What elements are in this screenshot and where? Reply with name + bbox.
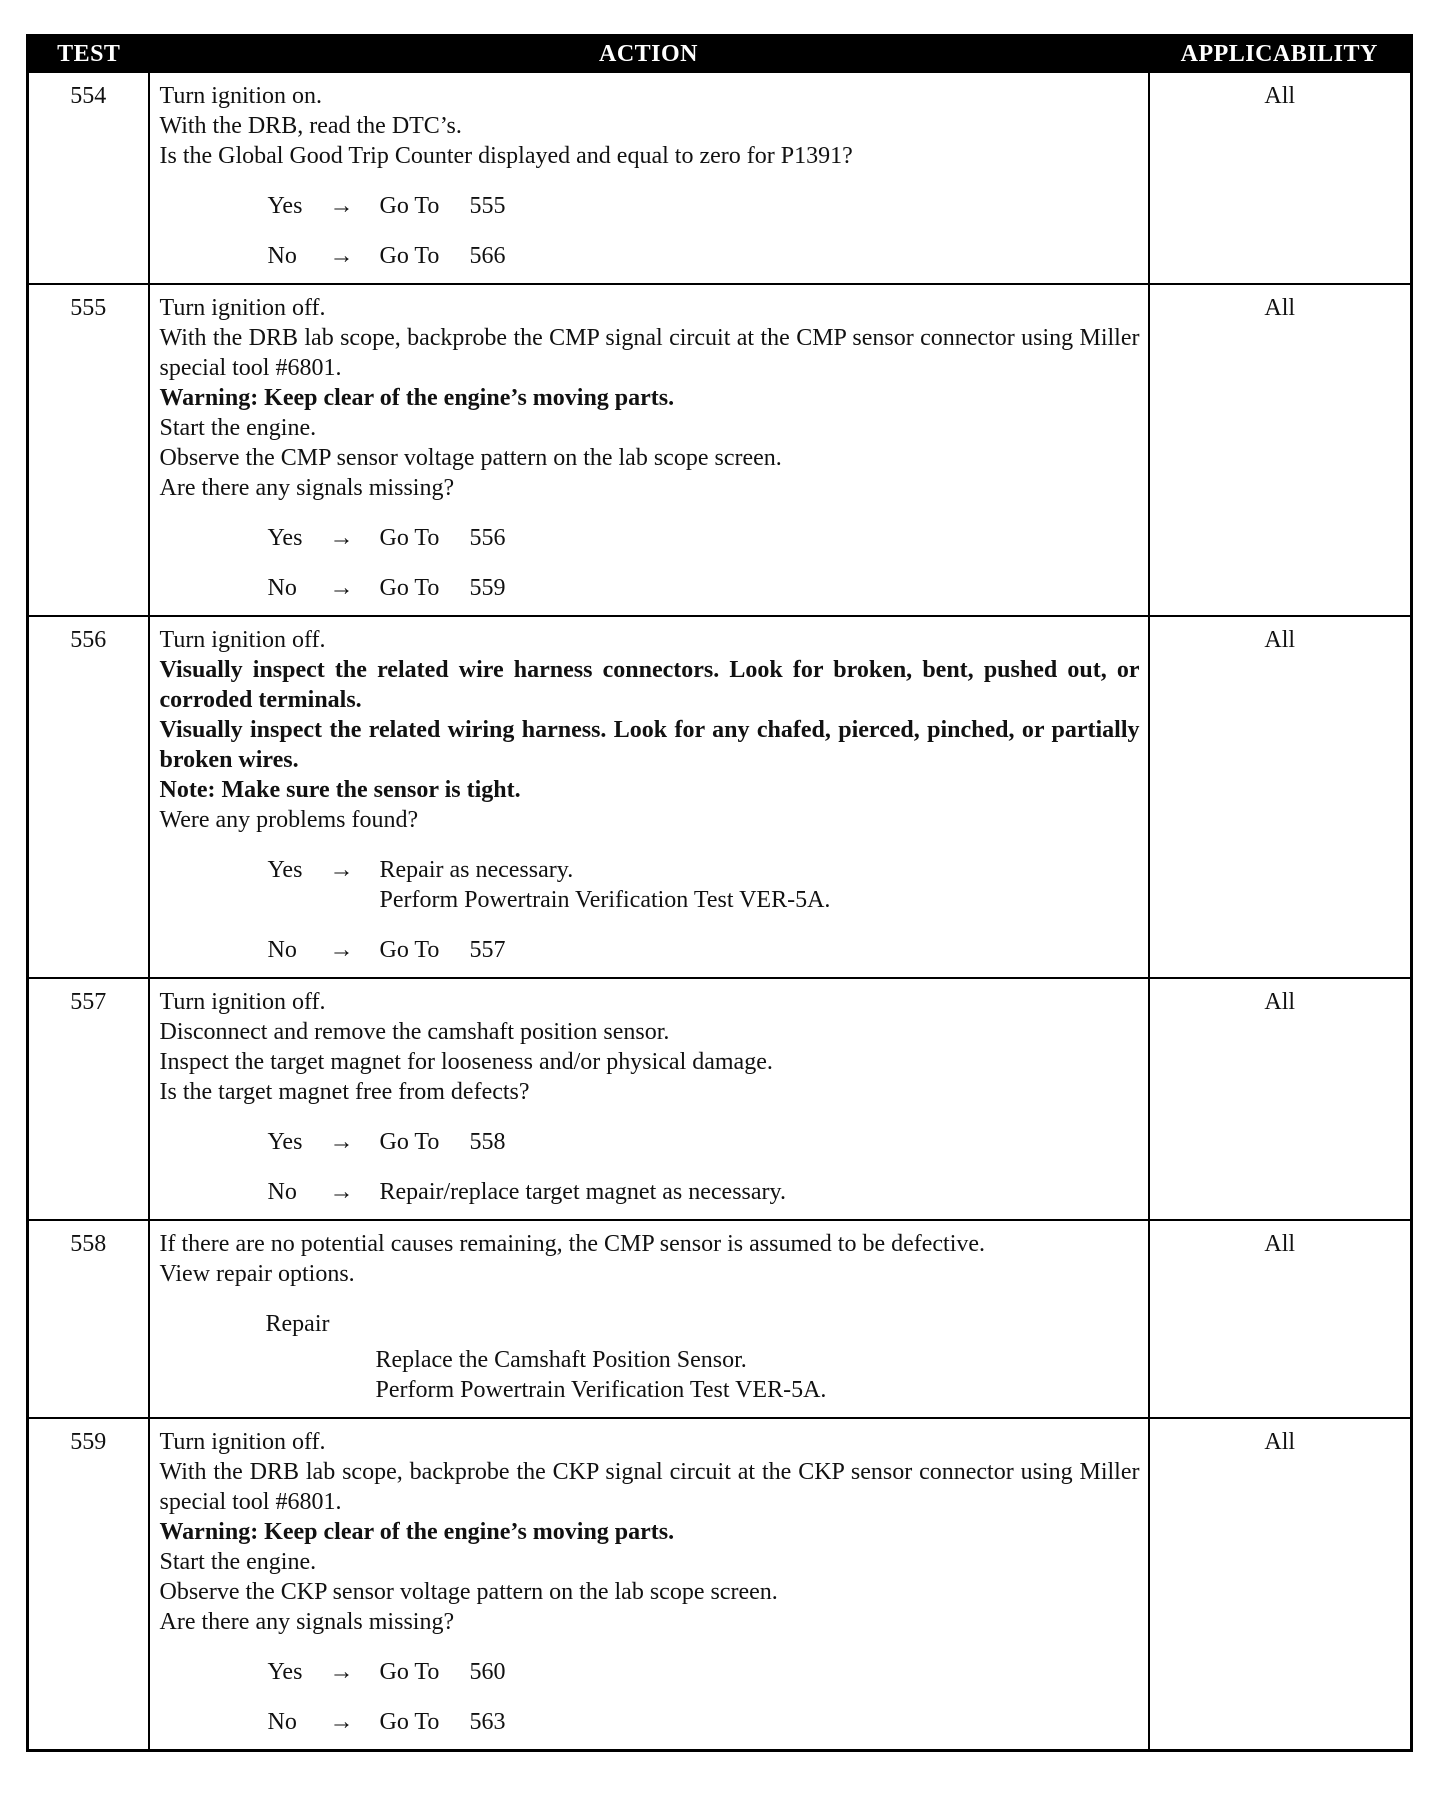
- goto-target: 563: [469, 1709, 506, 1735]
- applicability-cell: All: [1149, 1220, 1412, 1418]
- table-row: [28, 1220, 1412, 1418]
- right-arrow-icon: →: [329, 1709, 354, 1735]
- answer-label: Yes: [267, 193, 303, 219]
- table-row: [28, 72, 1412, 284]
- goto-instruction: [380, 1707, 506, 1737]
- goto-label: Go To: [379, 243, 440, 269]
- action-cell: [149, 1418, 1149, 1751]
- goto-instruction: [380, 935, 506, 965]
- test-number: 558: [28, 1220, 149, 1418]
- goto-target: 559: [469, 575, 506, 601]
- repair-line: Replace the Camshaft Position Sensor.: [375, 1347, 747, 1373]
- action-line: Turn ignition off.: [159, 1429, 326, 1455]
- test-number: 556: [28, 616, 149, 978]
- right-arrow-icon: →: [329, 243, 354, 269]
- answer-label: No: [267, 1709, 297, 1735]
- goto-instruction: [380, 1127, 506, 1157]
- goto-label: Go To: [379, 1709, 440, 1735]
- action-line: Observe the CMP sensor voltage pattern on the lab scope screen.: [159, 445, 782, 471]
- repair-line: Perform Powertrain Verification Test VER-5A.: [375, 1377, 827, 1403]
- answer-result-line: Repair/replace target magnet as necessary.: [379, 1179, 786, 1205]
- action-line: If there are no potential causes remaining, the CMP sensor is assumed to be defective.: [159, 1231, 986, 1257]
- repair-label: Repair: [265, 1311, 330, 1337]
- action-warning-line: Visually inspect the related wire harness connectors. Look for broken, bent, pushed out, or corroded terminals.: [159, 657, 1140, 713]
- right-arrow-icon: →: [329, 937, 354, 963]
- action-cell: [149, 72, 1149, 284]
- goto-label: Go To: [379, 525, 440, 551]
- goto-target: 560: [469, 1659, 506, 1685]
- action-warning-line: Warning: Keep clear of the engine’s moving parts.: [159, 385, 675, 411]
- goto-target: 556: [469, 525, 506, 551]
- goto-target: 558: [469, 1129, 506, 1155]
- answer-label: Yes: [267, 525, 303, 551]
- right-arrow-icon: →: [329, 193, 354, 219]
- answer-result: [380, 241, 506, 271]
- answer-option: [268, 1657, 1140, 1687]
- goto-label: Go To: [379, 1659, 440, 1685]
- answer-label: No: [267, 1179, 297, 1205]
- answer-result-line: Perform Powertrain Verification Test VER-5A.: [379, 887, 831, 913]
- right-arrow-icon: →: [329, 575, 354, 601]
- action-line: Turn ignition off.: [159, 989, 326, 1015]
- answer-result-line: Repair as necessary.: [379, 857, 574, 883]
- action-warning-line: Visually inspect the related wiring harness. Look for any chafed, pierced, pinched, or partially broken wires.: [159, 717, 1140, 773]
- goto-target: 555: [469, 193, 506, 219]
- action-warning-line: Warning: Keep clear of the engine’s moving parts.: [159, 1519, 675, 1545]
- diagnostic-table: [26, 34, 1413, 1752]
- goto-label: Go To: [379, 575, 440, 601]
- action-line: Disconnect and remove the camshaft position sensor.: [159, 1019, 670, 1045]
- action-line: View repair options.: [159, 1261, 355, 1287]
- answer-result: [380, 1177, 786, 1207]
- applicability-cell: All: [1149, 616, 1412, 978]
- diagnostic-sheet: [26, 34, 1410, 1752]
- action-line: Inspect the target magnet for looseness and/or physical damage.: [159, 1049, 773, 1075]
- action-cell: [149, 616, 1149, 978]
- action-line: Start the engine.: [159, 1549, 317, 1575]
- action-line: Are there any signals missing?: [159, 475, 455, 501]
- right-arrow-icon: →: [329, 1659, 354, 1685]
- goto-instruction: [380, 573, 506, 603]
- table-body: [28, 72, 1412, 1751]
- goto-label: Go To: [379, 1129, 440, 1155]
- test-number: 557: [28, 978, 149, 1220]
- goto-label: Go To: [379, 193, 440, 219]
- action-line: Are there any signals missing?: [159, 1609, 455, 1635]
- applicability-cell: All: [1149, 72, 1412, 284]
- test-number: 554: [28, 72, 149, 284]
- answer-label: Yes: [267, 857, 303, 883]
- test-number: 555: [28, 284, 149, 616]
- applicability-cell: All: [1149, 978, 1412, 1220]
- table-row: [28, 978, 1412, 1220]
- answer-label: No: [267, 575, 297, 601]
- action-cell: [149, 284, 1149, 616]
- answer-result: [380, 855, 831, 915]
- action-line: Turn ignition off.: [159, 627, 326, 653]
- right-arrow-icon: →: [329, 525, 354, 551]
- goto-target: 557: [469, 937, 506, 963]
- header-applicability: APPLICABILITY: [1149, 36, 1412, 73]
- right-arrow-icon: →: [329, 1179, 354, 1205]
- table-row: [28, 1418, 1412, 1751]
- header-test: TEST: [28, 36, 149, 73]
- answer-option: [268, 855, 1140, 915]
- action-line: With the DRB lab scope, backprobe the CKP signal circuit at the CKP sensor connector using Miller special tool #6801.: [159, 1459, 1140, 1515]
- goto-target: 566: [469, 243, 506, 269]
- right-arrow-icon: →: [329, 857, 354, 883]
- answer-result: [380, 935, 506, 965]
- action-line: Turn ignition off.: [159, 295, 326, 321]
- goto-instruction: [380, 191, 506, 221]
- answer-result: [380, 1127, 506, 1157]
- action-line: Observe the CKP sensor voltage pattern on the lab scope screen.: [159, 1579, 778, 1605]
- action-line: Were any problems found?: [159, 807, 419, 833]
- goto-instruction: [380, 523, 506, 553]
- answer-option: [268, 573, 1140, 603]
- answer-label: No: [267, 243, 297, 269]
- answer-result: [380, 1707, 506, 1737]
- right-arrow-icon: →: [329, 1129, 354, 1155]
- applicability-cell: All: [1149, 1418, 1412, 1751]
- goto-instruction: [380, 1657, 506, 1687]
- goto-instruction: [380, 241, 506, 271]
- answer-label: No: [267, 937, 297, 963]
- answer-result: [380, 1657, 506, 1687]
- answer-option: [268, 935, 1140, 965]
- repair-instructions: [376, 1345, 1140, 1405]
- action-warning-line: Note: Make sure the sensor is tight.: [159, 777, 521, 803]
- table-row: [28, 284, 1412, 616]
- action-line: With the DRB lab scope, backprobe the CMP signal circuit at the CMP sensor connector using Miller special tool #6801.: [159, 325, 1140, 381]
- answer-result: [380, 191, 506, 221]
- action-line: With the DRB, read the DTC’s.: [159, 113, 462, 139]
- answer-option: [268, 1177, 1140, 1207]
- action-line: Is the target magnet free from defects?: [159, 1079, 530, 1105]
- goto-label: Go To: [379, 937, 440, 963]
- action-cell: [149, 978, 1149, 1220]
- action-line: Start the engine.: [159, 415, 317, 441]
- answer-option: [268, 1707, 1140, 1737]
- table-header-row: [28, 36, 1412, 73]
- answer-result: [380, 573, 506, 603]
- answer-option: [268, 191, 1140, 221]
- action-line: Turn ignition on.: [159, 83, 322, 109]
- answer-result: [380, 523, 506, 553]
- header-action: ACTION: [149, 36, 1149, 73]
- table-row: [28, 616, 1412, 978]
- action-line: Is the Global Good Trip Counter displayed and equal to zero for P1391?: [159, 143, 853, 169]
- answer-label: Yes: [267, 1659, 303, 1685]
- test-number: 559: [28, 1418, 149, 1751]
- applicability-cell: All: [1149, 284, 1412, 616]
- action-cell: [149, 1220, 1149, 1418]
- answer-option: [268, 523, 1140, 553]
- answer-option: [268, 1127, 1140, 1157]
- answer-option: [268, 241, 1140, 271]
- answer-label: Yes: [267, 1129, 303, 1155]
